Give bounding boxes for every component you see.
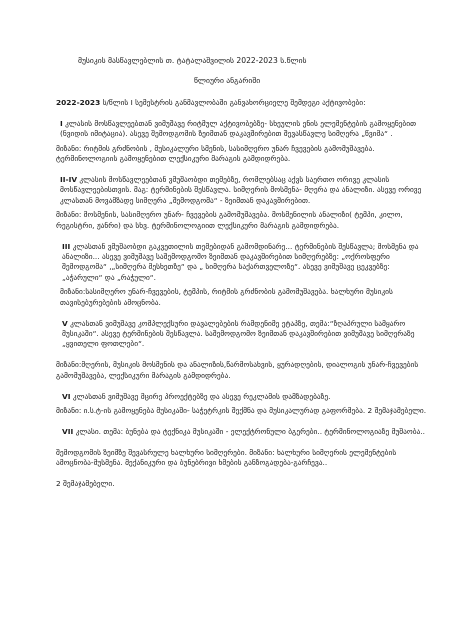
paragraph-4-text: მიზანი: მოსმენის, სასიმღერო უნარ- ჩვევების გამომუშავება. მოსმენილის ანალიზი( ტემპი, კილო, რეგისტრი, ჟანრი) და სხვ. ტერმინოლოგიით ლექსიკური მარაგის გამდიდრება. <box>56 210 403 230</box>
intro-year: 2022-2023 <box>56 98 101 107</box>
paragraph-11-text: კლასი. თემა: ბუნება და ტექნიკა მუსიკაში - ელექტრონული ბგერები.. ტერმინოლოგიაზე მუშაობა.. <box>73 426 425 436</box>
paragraph-8 <box>56 360 428 381</box>
paragraph-7 <box>56 319 428 350</box>
paragraph-10 <box>56 406 428 416</box>
paragraph-3-text: კლასის მოსწავლეებთან ვმუშაობდი თემებზე, რომლებსაც აქვს საერთო ორივე კლასის მოსწავლეებისთვის. მაგ: ტერმინების შესწავლა. სიმღერის მოსმენა- მღერა და ანალიზი. ასევე ორივე კლასთან მოვამზადე სიმღერა „შემოდგომა“ - ზეიმთან დაკავშირებით. <box>60 175 422 205</box>
paragraph-12-text: შემოდგომის ზეიმზე შევასრულე ხალხური სიმღერები. მიზანი: ხალხური სიმღერის ელემენტების ამოცნობა-მუსმენა. მექანიკური და ბუნებრივი ხმების განზოგადება-გარჩევა.. <box>56 447 397 468</box>
paragraph-5-lead: III <box>62 241 71 251</box>
paragraph-9 <box>56 392 428 402</box>
intro-paragraph <box>56 98 428 108</box>
intro-text: ს/წლის I სემესტრის განმავლობაში განვახორციელე შემდეგი აქტივობები: <box>100 98 366 107</box>
document-subtitle: წლიური ანგარიში <box>194 76 261 85</box>
paragraph-6-text: მიზანი:სასიმღერო უნარ-ჩვევების, ტემპის, რიტმის გრძნობის გამომუშავება. ხალხური მუსიკის თავისებურებების ამოცნობა. <box>60 287 393 307</box>
paragraph-10-text: მიზანი: ი.ს.ტ-ის გამოყენება მუსიკაში- საჭეტრკის შექმნა და მუსიკალურად გაფორმება. 2 შემაჯამებელი. <box>56 405 427 415</box>
paragraph-5 <box>56 242 428 284</box>
paragraph-6 <box>56 287 428 308</box>
paragraph-4 <box>56 210 428 231</box>
paragraph-1-text: კლასის მოსწავლეებთან ვიმუშავე რიტმულ აქტივობებზე- სხეულის ენის ელემენტების გამოყენებით (ნვიდის იმიტაცია). ასევე შემოდგომის ზეიმთან დაკავშირებით შევასწავლე სიმღერა „წვიმა“ . <box>60 118 416 139</box>
paragraph-2-text: მიზანი: რიტმის გრძნობის , მუსიკალური სმენის, სასიმღერო უნარ ჩვევების გამომუშავება. ტერმინოლოგიის გამოყენებით ლექსიკური მარაგის გამდიდრება. <box>56 143 375 164</box>
paragraph-1 <box>56 119 428 140</box>
document-body <box>56 98 428 500</box>
paragraph-3-lead: II-IV <box>60 175 78 185</box>
paragraph-12 <box>56 448 428 469</box>
paragraph-5-text: კლასთან ვმუშაობდი გაკვეთილის თემებიდან გამომდინარე... ტერმინების შესწავლა; მოსმენა და ანალიზი... ასევე ვიმუშავე საშემოდგომო ზეიმთან დაკავშირებით სიმღერებზე: „ოქროსფერი შემოდგომა“ ,„სიმღერა მესხეთზე“ და „ სიმღერა საქართველოზე“. ასევე ვიმუშავე ცეკვებზე: „აჭარული“ და „რაჭული“. <box>62 241 419 282</box>
paragraph-7-text: კლასთან ვიმუშავე კომპლექსური დავალებების რამდენიმე ეტაპზე, თემა:“ზღაპრული სამყარო მუსიკაში“. ასევე ტერმინების შესწავლა. საშემოდგომო ზეიმთან დაკავშირებით ვიმუშავე სიმღერაზე „ყვითელი ფოთლები“. <box>62 318 415 349</box>
paragraph-9-text: კლასთან ვიმუშავე მცირე პროექტებზე და ასევე რეკლამის დამზადებაზე. <box>70 391 331 401</box>
paragraph-7-lead: V <box>62 318 68 328</box>
paragraph-1-lead: I <box>60 118 63 128</box>
paragraph-11 <box>56 427 428 437</box>
paragraph-11-lead: VII <box>62 426 74 436</box>
paragraph-13 <box>56 479 428 489</box>
paragraph-13-text: 2 შემაჯამებელი. <box>56 479 115 489</box>
document-title: მუსიკის მასწავლებლის თ. ტატალაშვილის 2022-2023 ს.წლის <box>78 56 307 65</box>
paragraph-9-lead: VI <box>62 391 71 401</box>
paragraph-2 <box>56 144 428 165</box>
paragraph-3 <box>56 175 428 206</box>
paragraph-8-text: მიზანი:მღერის, მუსიკის მოსმენის და ანალიზის,წარმოსახვის, ყურადღების, დიალოგის უნარ-ჩვევების გამომუშავება, ლექსიკური მარაგის გამდიდრება. <box>56 360 419 380</box>
